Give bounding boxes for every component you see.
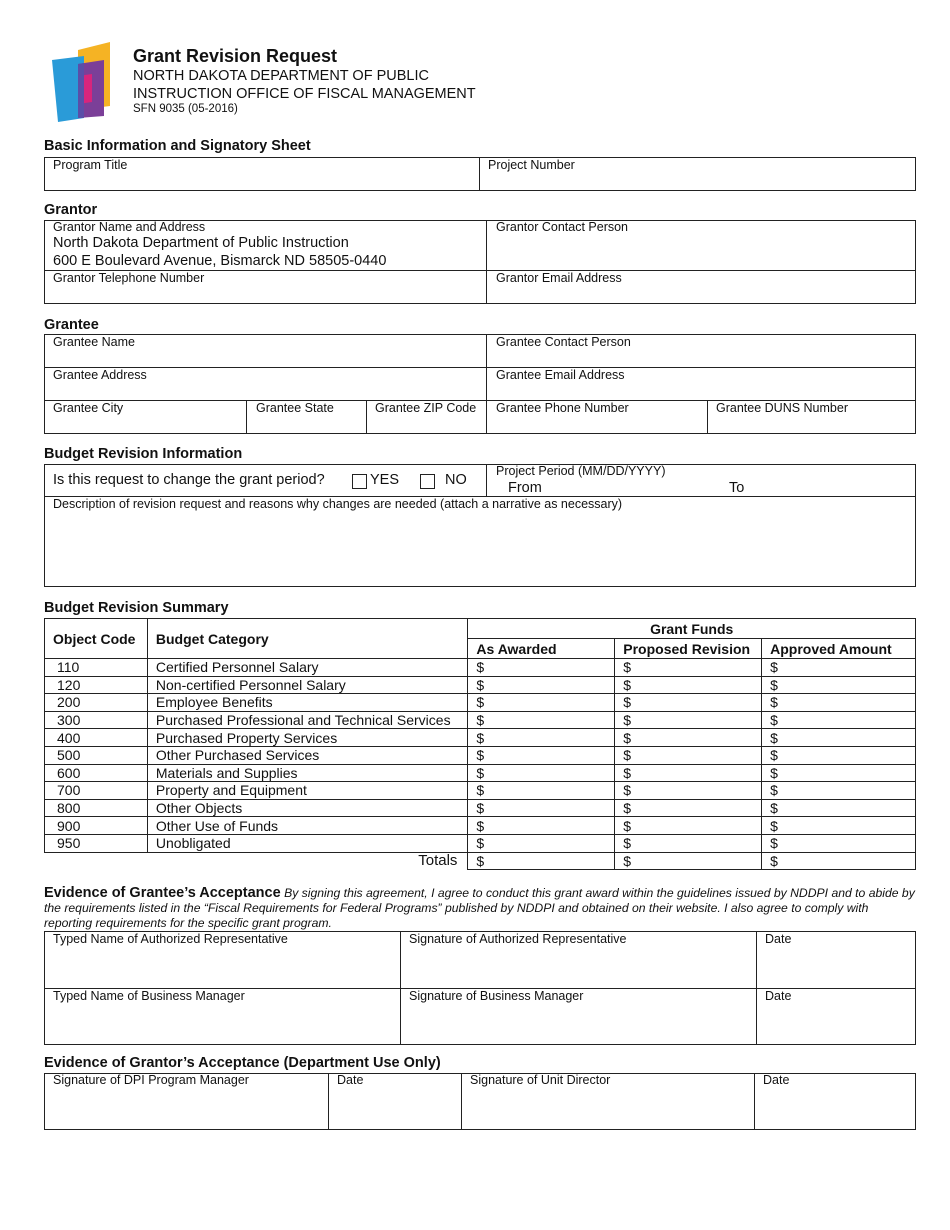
grantor-contact-field[interactable] [487,236,915,269]
grantor-heading: Grantor [44,202,98,218]
grantee-duns-field[interactable] [708,416,915,433]
sig-ud-label: Signature of Unit Director [470,1073,611,1087]
table-row [45,817,916,835]
grantee-email-label: Grantee Email Address [496,368,625,382]
table-row [45,764,916,782]
budget-category-cell: Other Objects [147,799,468,817]
approved-amount-cell[interactable]: $ [762,782,916,800]
budget-category-cell: Unobligated [147,834,468,852]
budget-category-cell: Employee Benefits [147,694,468,712]
project-period-label: Project Period (MM/DD/YYYY) [496,464,666,478]
object-code-cell: 300 [45,711,148,729]
object-code-cell: 400 [45,729,148,747]
as-awarded-cell[interactable]: $ [468,799,615,817]
form-number: SFN 9035 (05-2016) [133,103,238,115]
table-row [45,729,916,747]
approved-amount-cell[interactable]: $ [762,817,916,835]
budget-category-cell: Non-certified Personnel Salary [147,676,468,694]
proposed-revision-cell[interactable]: $ [615,764,762,782]
budget-category-cell: Purchased Property Services [147,729,468,747]
proposed-revision-cell[interactable]: $ [615,676,762,694]
revision-info-heading: Budget Revision Information [44,446,243,462]
grantee-state-label: Grantee State [256,401,334,415]
bm-date-field[interactable] [757,1005,915,1044]
basic-info-heading: Basic Information and Signatory Sheet [44,138,311,154]
approved-amount-cell[interactable]: $ [762,746,916,764]
project-number-field[interactable] [480,172,915,190]
proposed-revision-cell[interactable]: $ [615,746,762,764]
project-number-label: Project Number [488,158,575,172]
as-awarded-cell[interactable]: $ [468,817,615,835]
typed-rep-field[interactable] [45,948,399,987]
object-code-cell: 500 [45,746,148,764]
grantee-zip-label: Grantee ZIP Code [375,401,477,415]
as-awarded-cell[interactable]: $ [468,694,615,712]
grantee-contact-field[interactable] [487,350,915,366]
budget-category-cell: Purchased Professional and Technical Services [147,711,468,729]
table-row [45,799,916,817]
object-code-cell: 800 [45,799,148,817]
to-label: To [729,480,745,496]
grantee-duns-label: Grantee DUNS Number [716,401,848,415]
grantor-email-field[interactable] [487,286,915,303]
program-title-field[interactable] [45,172,478,190]
ud-date-label: Date [763,1073,790,1087]
as-awarded-cell[interactable]: $ [468,659,615,677]
table-row [45,659,916,677]
proposed-revision-cell[interactable]: $ [615,817,762,835]
object-code-cell: 950 [45,834,148,852]
sig-rep-label: Signature of Authorized Representative [409,932,627,946]
bm-date-label: Date [765,989,792,1003]
typed-bm-label: Typed Name of Business Manager [53,989,245,1003]
col-approved-amount: Approved Amount [762,639,916,659]
total-approved[interactable]: $ [762,852,916,870]
table-row [45,834,916,852]
sig-bm-field[interactable] [401,1005,755,1044]
ud-date-field[interactable] [755,1089,915,1129]
total-proposed[interactable]: $ [615,852,762,870]
approved-amount-cell[interactable]: $ [762,676,916,694]
grantee-state-field[interactable] [247,416,365,433]
period-to-field[interactable] [750,480,914,495]
table-row [45,746,916,764]
proposed-revision-cell[interactable]: $ [615,799,762,817]
description-label: Description of revision request and reasons why changes are needed (attach a narrative as necessary) [53,497,623,511]
grantor-contact-label: Grantor Contact Person [496,220,629,234]
object-code-cell: 700 [45,782,148,800]
approved-amount-cell[interactable]: $ [762,694,916,712]
table-row [45,676,916,694]
form-title: Grant Revision Request [133,46,338,66]
sig-pm-field[interactable] [45,1089,327,1129]
sig-bm-label: Signature of Business Manager [409,989,584,1003]
grantee-acceptance-paragraph [44,886,916,931]
grantee-name-label: Grantee Name [53,335,135,349]
proposed-revision-cell[interactable]: $ [615,834,762,852]
rep-date-label: Date [765,932,792,946]
approved-amount-cell[interactable]: $ [762,729,916,747]
grantor-acceptance-heading: Evidence of Grantor’s Acceptance (Department Use Only) [44,1055,441,1071]
as-awarded-cell[interactable]: $ [468,676,615,694]
table-row [45,711,916,729]
grantee-address-label: Grantee Address [53,368,147,382]
as-awarded-cell[interactable]: $ [468,764,615,782]
description-field[interactable] [45,513,915,586]
col-object-code: Object Code [45,619,148,659]
total-as-awarded[interactable]: $ [468,852,615,870]
as-awarded-cell[interactable]: $ [468,834,615,852]
as-awarded-cell[interactable]: $ [468,711,615,729]
grantee-phone-field[interactable] [487,416,706,433]
grantor-address-value: 600 E Boulevard Avenue, Bismarck ND 58505-0440 [53,253,387,269]
program-title-label: Program Title [53,158,128,172]
sig-pm-label: Signature of DPI Program Manager [53,1073,249,1087]
proposed-revision-cell[interactable]: $ [615,659,762,677]
grantee-zip-field[interactable] [367,416,485,433]
typed-bm-field[interactable] [45,1005,399,1044]
object-code-cell: 600 [45,764,148,782]
proposed-revision-cell[interactable]: $ [615,729,762,747]
approved-amount-cell[interactable]: $ [762,764,916,782]
rep-date-field[interactable] [757,948,915,987]
approved-amount-cell[interactable]: $ [762,659,916,677]
totals-row [45,852,916,870]
pm-date-field[interactable] [329,1089,460,1129]
no-label: NO [445,472,467,488]
pm-date-label: Date [337,1073,364,1087]
col-grant-funds: Grant Funds [468,619,916,639]
as-awarded-cell[interactable]: $ [468,782,615,800]
budget-category-cell: Other Purchased Services [147,746,468,764]
proposed-revision-cell[interactable]: $ [615,711,762,729]
proposed-revision-cell[interactable]: $ [615,782,762,800]
grantor-name-value: North Dakota Department of Public Instruction [53,235,349,251]
sig-rep-field[interactable] [401,948,755,987]
col-budget-category: Budget Category [147,619,468,659]
table-row [45,694,916,712]
grantee-city-field[interactable] [45,416,245,433]
grantee-name-field[interactable] [45,350,485,366]
period-from-field[interactable] [548,480,718,495]
grantee-city-label: Grantee City [53,401,124,415]
budget-summary-table [44,618,916,870]
approved-amount-cell[interactable]: $ [762,799,916,817]
ndpi-logo [48,40,112,122]
grantee-heading: Grantee [44,317,99,333]
approved-amount-cell[interactable]: $ [762,711,916,729]
object-code-cell: 110 [45,659,148,677]
col-proposed-revision: Proposed Revision [615,639,762,659]
grantee-acceptance-text: By signing this agreement, I agree to conduct this grant award within the guidelines issued by NDDPI and to abide by the requirements listed in the “Fiscal Requirements for Federal Programs” published by NDDPI and obtained on their website. I also agree to comply with reporting requirements for the specific grant program. [44,886,915,930]
budget-category-cell: Materials and Supplies [147,764,468,782]
yes-checkbox[interactable] [352,474,367,489]
budget-category-cell: Other Use of Funds [147,817,468,835]
grantor-phone-field[interactable] [45,286,485,303]
object-code-cell: 200 [45,694,148,712]
grantee-address-field[interactable] [45,383,485,399]
grantor-phone-label: Grantor Telephone Number [53,271,205,285]
typed-rep-label: Typed Name of Authorized Representative [53,932,288,946]
summary-heading: Budget Revision Summary [44,600,229,616]
grantee-acceptance-heading: Evidence of Grantee’s Acceptance [44,885,281,901]
grantee-phone-label: Grantee Phone Number [496,401,629,415]
header-dept-line1: NORTH DAKOTA DEPARTMENT OF PUBLIC [133,68,429,84]
col-as-awarded: As Awarded [468,639,615,659]
approved-amount-cell[interactable]: $ [762,834,916,852]
totals-label: Totals [45,852,468,870]
proposed-revision-cell[interactable]: $ [615,694,762,712]
table-row [45,782,916,800]
object-code-cell: 120 [45,676,148,694]
budget-category-cell: Certified Personnel Salary [147,659,468,677]
grantee-email-field[interactable] [487,383,915,399]
budget-category-cell: Property and Equipment [147,782,468,800]
object-code-cell: 900 [45,817,148,835]
as-awarded-cell[interactable]: $ [468,746,615,764]
sig-ud-field[interactable] [462,1089,753,1129]
as-awarded-cell[interactable]: $ [468,729,615,747]
from-label: From [508,480,542,496]
grant-period-question: Is this request to change the grant period? [53,472,325,488]
no-checkbox[interactable] [420,474,435,489]
yes-label: YES [370,472,400,488]
grantor-email-label: Grantor Email Address [496,271,622,285]
grantee-contact-label: Grantee Contact Person [496,335,631,349]
grantor-name-address-label: Grantor Name and Address [53,220,206,234]
header-dept-line2: INSTRUCTION OFFICE OF FISCAL MANAGEMENT [133,86,476,102]
